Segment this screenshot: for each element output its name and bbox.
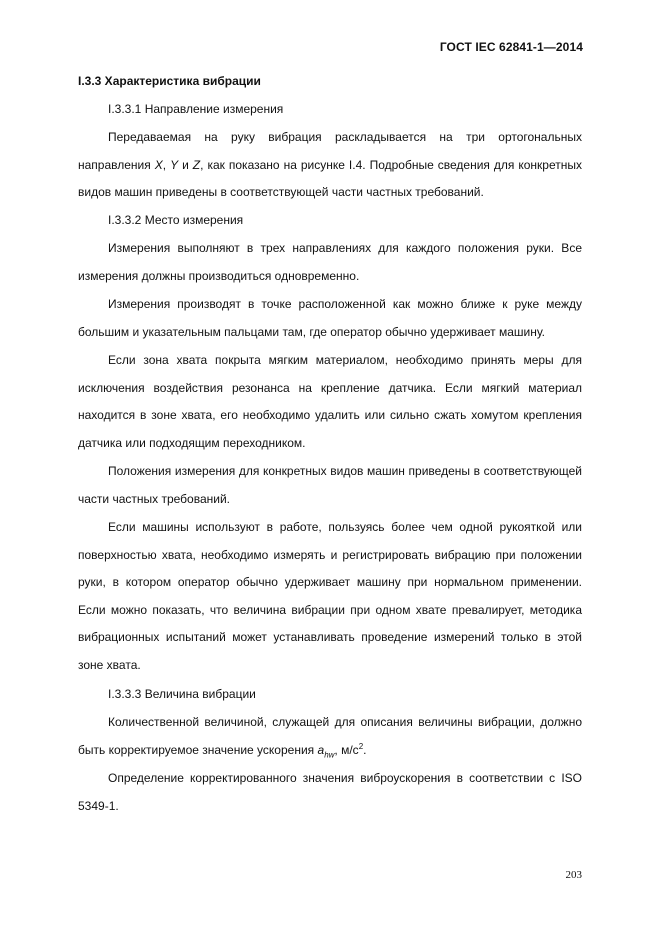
unit-text: , м/с [334, 742, 359, 757]
section-heading: I.3.3 Характеристика вибрации [78, 74, 261, 88]
sentence-period: . [363, 742, 367, 757]
paragraph-magnitude [78, 709, 582, 764]
paragraph-direction: Передаваемая на руку вибрация раскладывается на три ортогональных направления X, Y и Z, как показано на рисунке I.4. Подробные сведения для конкретных видов машин приведены в соответствующей части частных требований. [78, 130, 583, 199]
paragraph-location-2: Измерения производят в точке расположенной как можно ближе к руке между большим и указательным пальцами там, где оператор обычно удерживает машину. [78, 297, 582, 339]
paragraph-location-5: Если машины используют в работе, пользуясь более чем одной рукояткой или поверхностью хвата, необходимо измерять и регистрировать вибрацию при положении руки, в котором оператор обычно удерживает машину при нормальном применении. Если можно показать, что величина вибрации при одном хвате превалирует, методика вибрационных испытаний может устанавливать проведение измерений только в этой зоне хвата. [78, 520, 582, 672]
paragraph-location-4: Положения измерения для конкретных видов машин приведены в соответствующей части частных требований. [78, 464, 582, 506]
document-header: ГОСТ IEC 62841-1—2014 [439, 40, 583, 54]
subsection-title-magnitude: I.3.3.3 Величина вибрации [108, 687, 256, 701]
acceleration-symbol: a [317, 742, 325, 757]
paragraph-determination: Определение корректированного значения виброускорения в соответствии с ISO 5349-1. [78, 771, 582, 813]
subsection-title-direction: I.3.3.1 Направление измерения [108, 102, 284, 116]
acceleration-subscript: hw [324, 749, 335, 759]
page-number: 203 [565, 869, 582, 881]
paragraph-location-1: Измерения выполняют в трех направлениях для каждого положения руки. Все измерения должны производиться одновременно. [78, 241, 582, 283]
unit-exponent: 2 [358, 741, 364, 751]
paragraph-location-3: Если зона хвата покрыта мягким материалом, необходимо принять меры для исключения воздействия резонанса на крепление датчика. Если мягкий материал находится в зоне хвата, его необходимо удалить или сильно сжать хомутом крепления датчика или подходящим переходником. [78, 353, 582, 450]
subsection-title-location: I.3.3.2 Место измерения [108, 213, 244, 227]
magnitude-text: Количественной величиной, служащей для описания величины вибрации, должно быть корректируемое значение ускорения [78, 715, 582, 757]
